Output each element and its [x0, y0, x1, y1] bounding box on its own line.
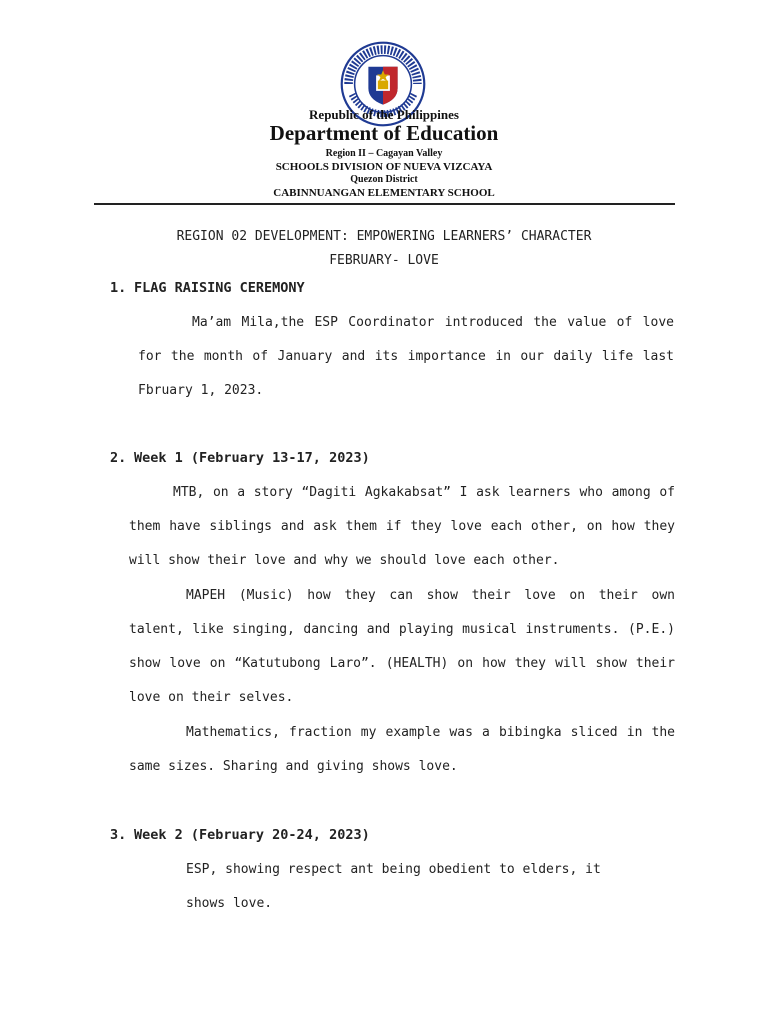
section-heading-2	[110, 450, 370, 466]
section-paragraph: MTB, on a story “Dagiti Agkakabsat” I ask learners who among of them have siblings and ask them if they love each other, on how they will show their love and why we should love each other.	[129, 485, 675, 568]
document-title: REGION 02 DEVELOPMENT: EMPOWERING LEARNERS’ CHARACTER	[176, 229, 592, 244]
section-number: 2.	[110, 450, 127, 466]
school-name: CABINNUANGAN ELEMENTARY SCHOOL	[273, 187, 495, 199]
section-paragraph: MAPEH (Music) how they can show their love on their own talent, like singing, dancing and playing musical instruments. (P.E.) show love on “Katutubong Laro”. (HEALTH) on how they will show their love on their selves.	[129, 588, 675, 705]
region-line: Region II – Cagayan Valley	[325, 148, 443, 159]
section-number: 3.	[110, 827, 127, 843]
division-line: SCHOOLS DIVISION OF NUEVA VIZCAYA	[275, 161, 493, 173]
republic-heading: Republic of the Philippines	[309, 107, 459, 122]
document-subtitle: FEBRUARY- LOVE	[329, 253, 439, 268]
section-paragraph: Ma’am Mila,the ESP Coordinator introduced the value of love for the month of January and its importance in our daily life last Fbruary 1, 2023.	[138, 315, 674, 398]
department-title: Department of Education	[269, 121, 499, 145]
district-line: Quezon District	[350, 174, 418, 185]
section-heading-1	[110, 280, 305, 296]
section-paragraph: ESP, showing respect ant being obedient to elders, it shows love.	[186, 862, 601, 911]
section-heading-3	[110, 827, 370, 843]
section-heading-text: Week 2 (February 20-24, 2023)	[134, 827, 370, 843]
header-divider	[94, 203, 675, 205]
section-heading-text: Week 1 (February 13-17, 2023)	[134, 450, 370, 466]
section-number: 1.	[110, 280, 127, 296]
section-paragraph: Mathematics, fraction my example was a bibingka sliced in the same sizes. Sharing and giving shows love.	[129, 725, 675, 774]
section-heading-text: FLAG RAISING CEREMONY	[134, 280, 305, 296]
